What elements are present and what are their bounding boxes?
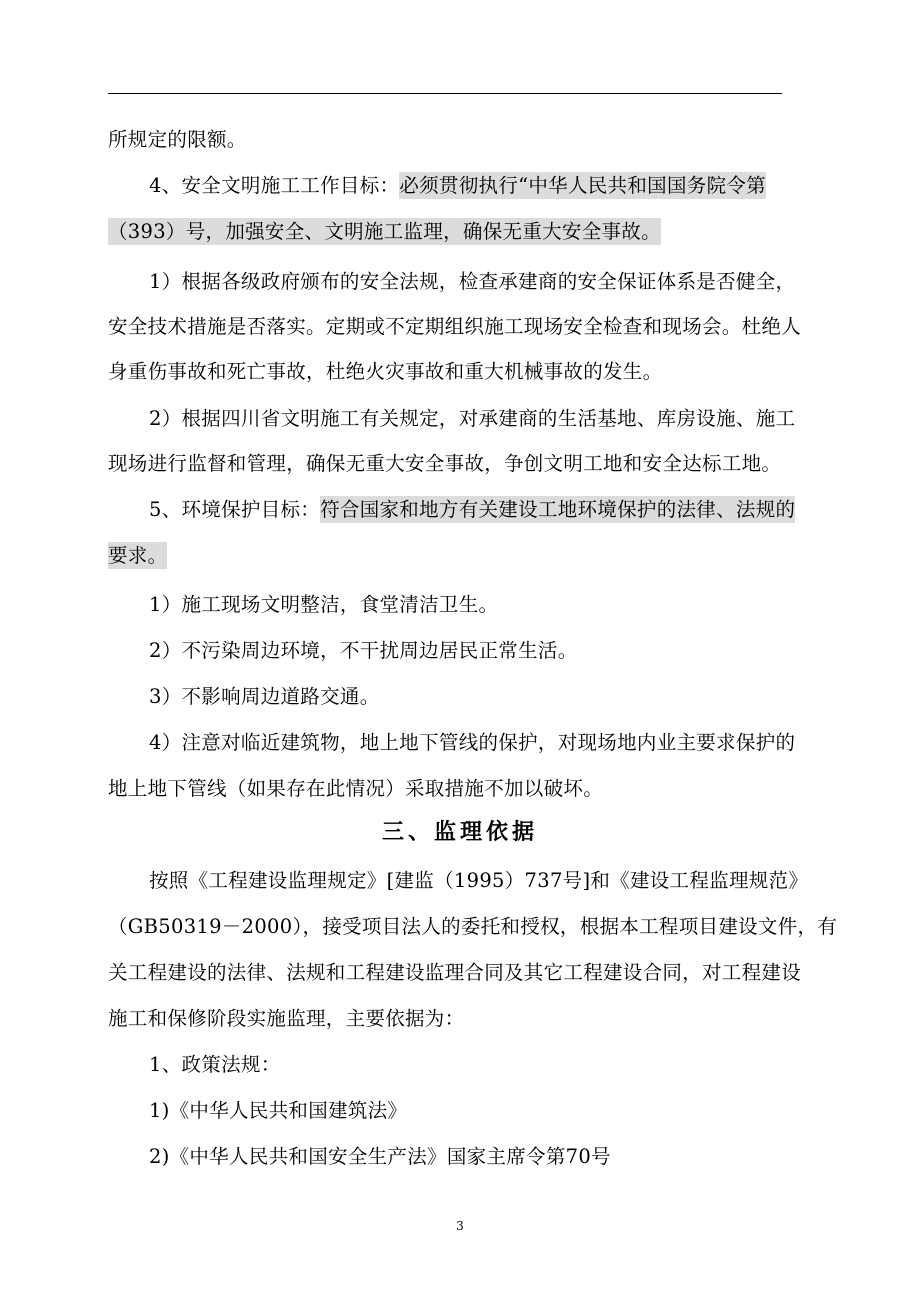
line-text: 地上地下管线（如果存在此情况）采取措施不加以破坏。 xyxy=(108,777,604,800)
paragraph-line xyxy=(149,679,380,715)
line-text: 3）不影响周边道路交通。 xyxy=(149,685,380,708)
paragraph-line xyxy=(108,309,801,345)
highlighted-text: 符合国家和地方有关建设工地环境保护的法律、法规的 xyxy=(320,498,796,521)
highlighted-text: 必须贯彻执行“中华人民共和国国务院令第 xyxy=(399,174,766,197)
line-lead-text: 5、环境保护目标： xyxy=(149,498,321,521)
paragraph-line xyxy=(149,1093,407,1129)
paragraph-line xyxy=(108,122,247,158)
line-text: 2）根据四川省文明施工有关规定，对承建商的生活基地、库房设施、施工 xyxy=(149,407,796,430)
header-rule xyxy=(108,93,782,94)
paragraph-line xyxy=(108,214,661,250)
paragraph-line xyxy=(108,538,167,574)
paragraph-line xyxy=(149,401,795,437)
line-lead-text: 4、安全文明施工工作目标： xyxy=(149,174,400,197)
line-text: 1）根据各级政府颁布的安全法规，检查承建商的安全保证体系是否健全， xyxy=(149,270,796,293)
line-text: 1）施工现场文明整洁，食堂清洁卫生。 xyxy=(149,593,499,616)
paragraph-line xyxy=(149,633,578,669)
page-number: 3 xyxy=(456,1219,464,1233)
paragraph-line xyxy=(149,264,795,300)
highlighted-text: （393）号，加强安全、文明施工监理，确保无重大安全事故。 xyxy=(108,220,661,243)
line-text: 关工程建设的法律、法规和工程建设监理合同及其它工程建设合同，对工程建设 xyxy=(108,961,802,984)
line-text: 1、政策法规： xyxy=(149,1053,281,1076)
paragraph-line xyxy=(108,1001,464,1037)
paragraph-line xyxy=(149,863,808,899)
line-text: 所规定的限额。 xyxy=(108,128,247,151)
paragraph-line xyxy=(149,587,498,623)
line-text: 2）不污染周边环境，不干扰周边居民正常生活。 xyxy=(149,639,578,662)
line-text: 按照《工程建设监理规定》[建监（1995）737号]和《建设工程监理规范》 xyxy=(149,869,809,892)
line-text: 施工和保修阶段实施监理，主要依据为： xyxy=(108,1007,465,1030)
paragraph-line xyxy=(149,725,795,761)
line-text: 1)《中华人民共和国建筑法》 xyxy=(149,1099,408,1122)
line-text: 现场进行监督和管理，确保无重大安全事故，争创文明工地和安全达标工地。 xyxy=(108,452,782,475)
paragraph-line xyxy=(108,446,781,482)
paragraph-line xyxy=(108,354,662,390)
line-text: （GB50319－2000），接受项目法人的委托和授权，根据本工程项目建设文件，有 xyxy=(108,915,838,938)
paragraph-line xyxy=(149,1047,281,1083)
line-text: 4）注意对临近建筑物，地上地下管线的保护，对现场地内业主要求保护的 xyxy=(149,731,796,754)
section-heading: 三、监理依据 xyxy=(381,820,538,845)
paragraph-line xyxy=(149,168,766,204)
paragraph-line xyxy=(149,1139,611,1175)
line-text: 身重伤事故和死亡事故，杜绝火灾事故和重大机械事故的发生。 xyxy=(108,360,663,383)
paragraph-line xyxy=(149,492,795,528)
line-text: 安全技术措施是否落实。定期或不定期组织施工现场安全检查和现场会。杜绝人 xyxy=(108,315,802,338)
paragraph-line xyxy=(108,955,801,991)
highlighted-text: 要求。 xyxy=(108,544,168,567)
paragraph-line xyxy=(108,909,837,945)
line-text: 2)《中华人民共和国安全生产法》国家主席令第70号 xyxy=(149,1145,611,1168)
paragraph-line xyxy=(108,771,603,807)
